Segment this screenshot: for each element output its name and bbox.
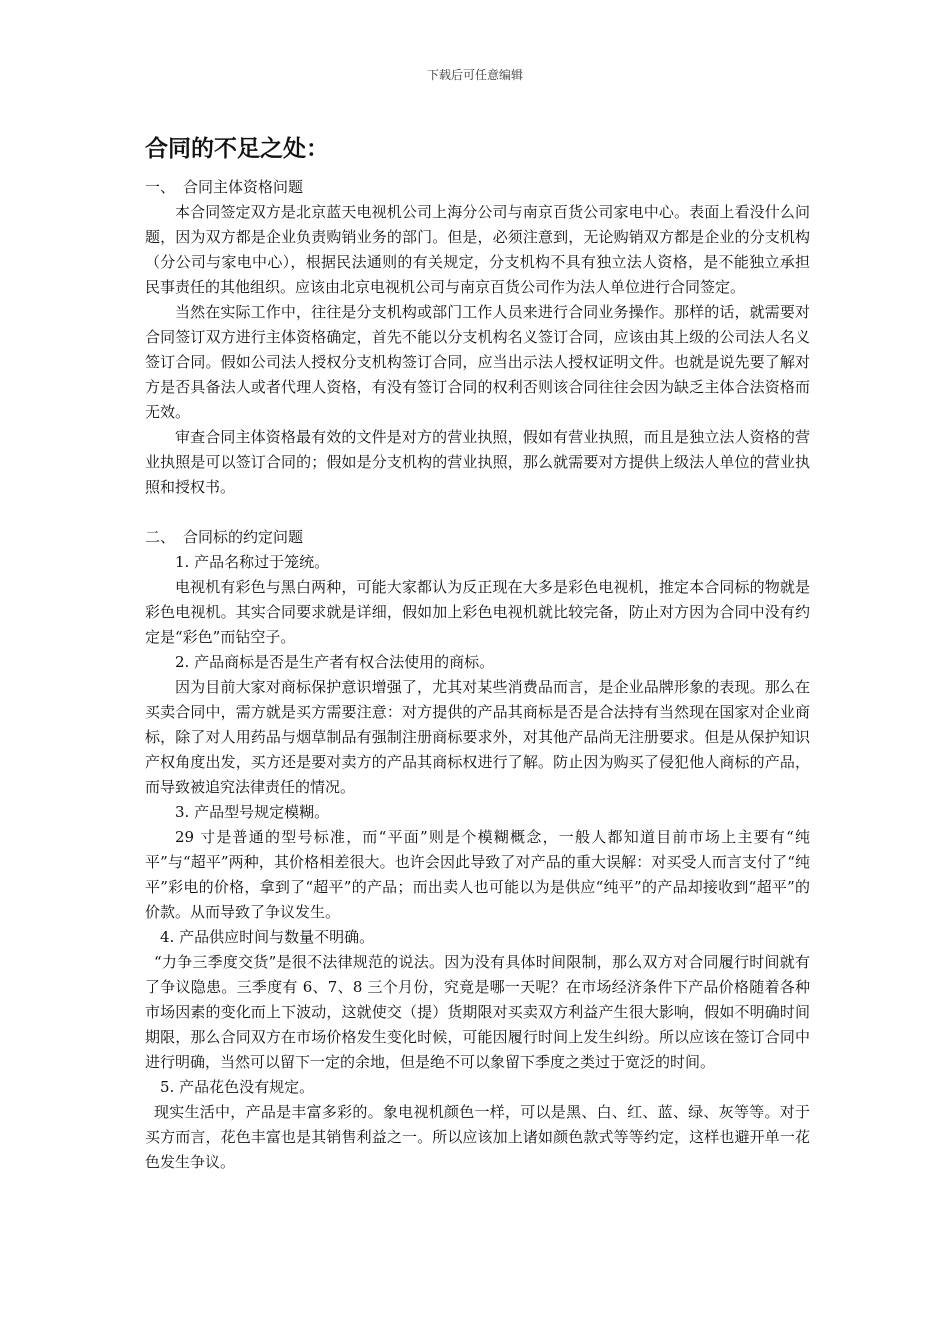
paragraph: 现实生活中，产品是丰富多彩的。象电视机颜色一样，可以是黑、白、红、蓝、绿、灰等等。对于买方而言，花色丰富也是其销售利益之一。所以应该加上诸如颜色款式等等约定，这样也避开单一花色发生争议。 (145, 1103, 810, 1171)
item-heading: 5. 产品花色没有规定。 (160, 1078, 315, 1096)
paragraph: 29 寸是普通的型号标准，而“平面”则是个模糊概念，一般人都知道目前市场上主要有“纯平”与“超平”两种，其价格相差很大。也许会因此导致了对产品的重大误解：对买受人而言支付了“纯平”彩电的价格，拿到了“超平”的产品；而出卖人也可能以为是供应“纯平”的产品却接收到“超平”的价款。从而导致了争议发生。 (145, 828, 810, 921)
paragraph: 审查合同主体资格最有效的文件是对方的营业执照，假如有营业执照，而且是独立法人资格的营业执照是可以签订合同的；假如是分支机构的营业执照，那么就需要对方提供上级法人单位的营业执照和授权书。 (145, 428, 810, 496)
section-heading-1 (145, 175, 810, 200)
page-header: 下载后可任意编辑 (426, 68, 523, 82)
item-heading: 4. 产品供应时间与数量不明确。 (160, 928, 375, 946)
section-number: 一、 (145, 178, 176, 196)
paragraph: 电视机有彩色与黑白两种，可能大家都认为反正现在大多是彩色电视机，推定本合同标的物就是彩色电视机。其实合同要求就是详细，假如加上彩色电视机就比较完备，防止对方因为合同中没有约定是“彩色”而钻空子。 (145, 578, 810, 646)
item-heading: 2. 产品商标是否是生产者有权合法使用的商标。 (175, 653, 495, 671)
document-body (145, 132, 810, 1175)
item-heading: 3. 产品型号规定模糊。 (175, 803, 330, 821)
paragraph: 本合同签定双方是北京蓝天电视机公司上海分公司与南京百货公司家电中心。表面上看没什么问题，因为双方都是企业负责购销业务的部门。但是，必须注意到，无论购销双方都是企业的分支机构（分公司与家电中心），根据民法通则的有关规定，分支机构不具有独立法人资格，是不能独立承担民事责任的其他组织。应该由北京电视机公司与南京百货公司作为法人单位进行合同签定。 (145, 203, 810, 296)
item-heading: 1. 产品名称过于笼统。 (175, 553, 330, 571)
section-title: 合同标的约定问题 (183, 528, 304, 546)
document-title: 合同的不足之处： (145, 136, 329, 162)
blank-line (145, 500, 810, 525)
paragraph: 当然在实际工作中，往往是分支机构或部门工作人员来进行合同业务操作。那样的话，就需要对合同签订双方进行主体资格确定，首先不能以分支机构名义签订合同，应该由其上级的公司法人名义签订合同。假如公司法人授权分支机构签订合同，应当出示法人授权证明文件。也就是说先要了解对方是否具备法人或者代理人资格，有没有签订合同的权利否则该合同往往会因为缺乏主体合法资格而无效。 (145, 303, 810, 421)
section-title: 合同主体资格问题 (183, 178, 304, 196)
paragraph: “力争三季度交货”是很不法律规范的说法。因为没有具体时间限制，那么双方对合同履行时间就有了争议隐患。三季度有 6、7、8 三个月份，究竟是哪一天呢？在市场经济条件下产品价格随着各种市场因素的变化而上下波动，这就使交（提）货期限对买卖双方利益产生很大影响，假如不明确时间期限，那么合同双方在市场价格发生变化时候，可能因履行时间上发生纠纷。所以应该在签订合同中进行明确，当然可以留下一定的余地，但是绝不可以象留下季度之类过于宽泛的时间。 (145, 953, 810, 1071)
paragraph: 因为目前大家对商标保护意识增强了，尤其对某些消费品而言，是企业品牌形象的表现。那么在买卖合同中，需方就是买方需要注意：对方提供的产品其商标是否是合法持有当然现在国家对企业商标，除了对人用药品与烟草制品有强制注册商标要求外，对其他产品尚无注册要求。但是从保护知识产权角度出发，买方还是要对卖方的产品其商标权进行了解。防止因为购买了侵犯他人商标的产品，而导致被追究法律责任的情况。 (145, 678, 810, 796)
section-number: 二、 (145, 528, 176, 546)
section-heading-2 (145, 525, 810, 550)
